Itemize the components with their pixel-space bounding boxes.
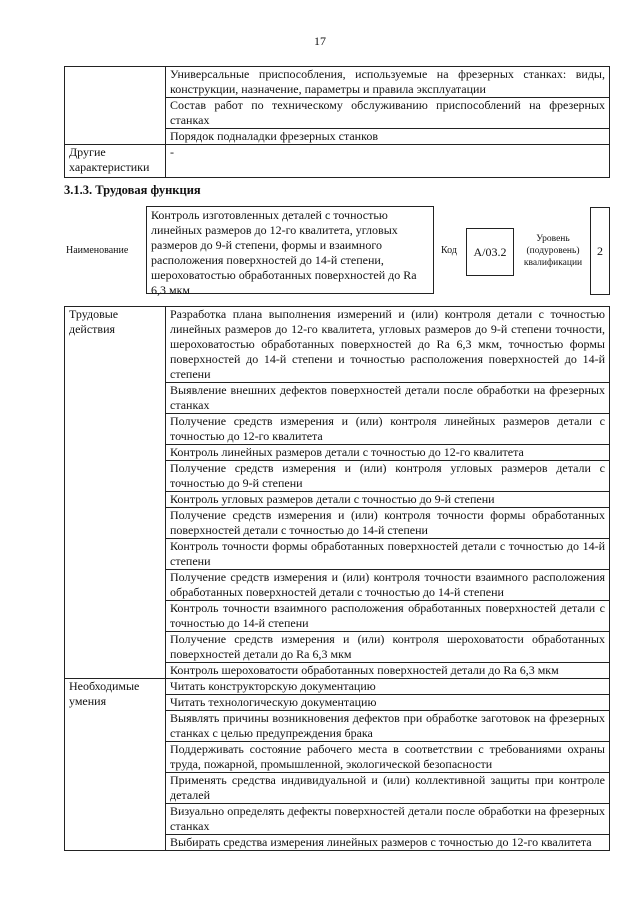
row-label-other-characteristics: Другие характеристики [65, 145, 166, 178]
code-value-box: A/03.2 [466, 228, 514, 276]
labor-function-table [64, 306, 610, 851]
labor-actions-item: Контроль шероховатости обработанных поверхностей детали до Ra 6,3 мкм [166, 663, 610, 679]
name-label: Наименование [66, 245, 129, 256]
skills-item: Визуально определять дефекты поверхностей детали после обработки на фрезерных станках [166, 804, 610, 835]
labor-actions-label: Трудовые действия [65, 307, 166, 679]
table-row [65, 307, 610, 383]
page-number: 17 [314, 34, 326, 48]
table-cell: Состав работ по техническому обслуживанию приспособлений на фрезерных станках [166, 98, 610, 129]
function-name-box: Контроль изготовленных деталей с точностью линейных размеров до 12-го квалитета, угловых размеров до 9-й степени, формы и взаимного расположения поверхностей до 14-й степени, шероховатостью обработанных поверхностей до Ra 6,3 мкм [146, 206, 434, 294]
skills-item: Выбирать средства измерения линейных размеров с точностью до 12-го квалитета [166, 835, 610, 851]
labor-function-table-body [65, 307, 610, 851]
table-cell: Порядок подналадки фрезерных станков [166, 129, 610, 145]
code-label: Код [441, 245, 457, 256]
skills-item: Выявлять причины возникновения дефектов при обработке заготовок на фрезерных станках с целью предупреждения брака [166, 711, 610, 742]
row-label [65, 67, 166, 145]
qualification-level-label: Уровень (подуровень) квалификации [523, 234, 583, 268]
skills-item: Читать технологическую документацию [166, 695, 610, 711]
labor-actions-item: Выявление внешних дефектов поверхностей детали после обработки на фрезерных станках [166, 383, 610, 414]
table-row [65, 145, 610, 178]
labor-actions-item: Получение средств измерения и (или) контроля шероховатости обработанных поверхностей детали до Ra 6,3 мкм [166, 632, 610, 663]
skills-label: Необходимые умения [65, 679, 166, 851]
section-heading: 3.1.3. Трудовая функция [64, 183, 201, 197]
labor-actions-item: Контроль линейных размеров детали с точностью до 12-го квалитета [166, 445, 610, 461]
skills-item: Применять средства индивидуальной и (или) коллективной защиты при контроле деталей [166, 773, 610, 804]
labor-actions-item: Контроль точности взаимного расположения обработанных поверхностей детали с точностью до 14-й степени [166, 601, 610, 632]
labor-actions-item: Разработка плана выполнения измерений и (или) контроля детали с точностью линейных размеров до 12-го квалитета, угловых размеров до 9-й степени точности, шероховатостью обработанных поверхностей до Ra 6,3 мкм, точностью формы поверхностей до 14-й степени и точностью расположения поверхностей до 14-й степени [166, 307, 610, 383]
labor-actions-item: Получение средств измерения и (или) контроля точности взаимного расположения обработанных поверхностей детали с точностью до 14-й степени [166, 570, 610, 601]
table-cell: - [166, 145, 610, 178]
labor-actions-item: Получение средств измерения и (или) контроля точности формы обработанных поверхностей детали с точностью до 14-й степени [166, 508, 610, 539]
labor-actions-item: Контроль точности формы обработанных поверхностей детали с точностью до 14-й степени [166, 539, 610, 570]
skills-item: Читать конструкторскую документацию [166, 679, 610, 695]
qualification-level-box: 2 [590, 207, 610, 295]
knowledge-table-continuation [64, 66, 610, 178]
table-row [65, 67, 610, 98]
labor-actions-item: Получение средств измерения и (или) контроля линейных размеров детали с точностью до 12-го квалитета [166, 414, 610, 445]
labor-actions-item: Контроль угловых размеров детали с точностью до 9-й степени [166, 492, 610, 508]
skills-item: Поддерживать состояние рабочего места в соответствии с требованиями охраны труда, пожарной, промышленной, экологической безопасности [166, 742, 610, 773]
table-cell: Универсальные приспособления, используемые на фрезерных станках: виды, конструкции, назначение, параметры и правила эксплуатации [166, 67, 610, 98]
labor-actions-item: Получение средств измерения и (или) контроля угловых размеров детали с точностью до 9-й степени [166, 461, 610, 492]
table-row [65, 679, 610, 695]
